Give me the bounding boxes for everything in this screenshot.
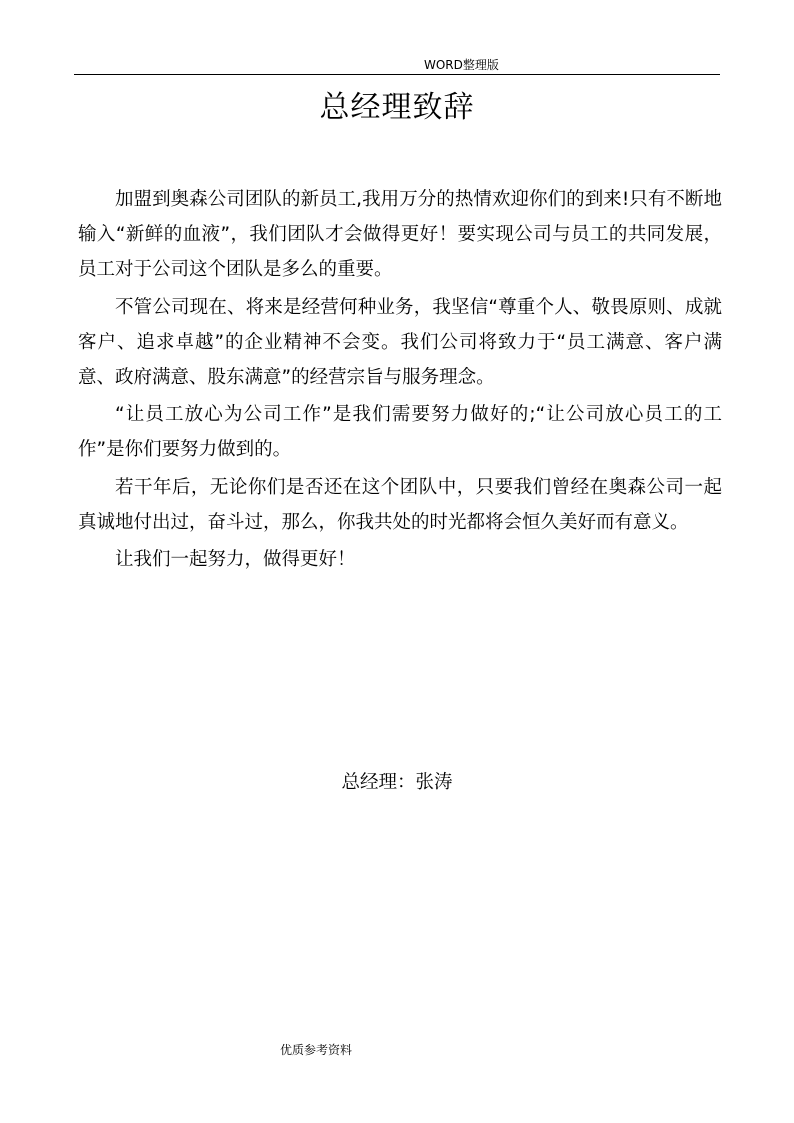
signature-line: 总经理：张涛 xyxy=(341,772,453,793)
body-paragraph-trust: “让员工放心为公司工作”是我们需要努力做好的;“让公司放心员工的工作”是你们要努力做到的。 xyxy=(78,404,722,461)
body-paragraph-spirit: 不管公司现在、将来是经营何种业务，我坚信“尊重个人、敬畏原则、成就客户、追求卓越”的企业精神不会变。我们公司将致力于“员工满意、客户满意、政府满意、股东满意”的经营宗旨与服务理念。 xyxy=(78,296,722,389)
document-title: 总经理致辞 xyxy=(319,90,475,125)
document-body xyxy=(78,182,722,579)
header-divider xyxy=(74,74,720,75)
page-footer-text: 优质参考资料 xyxy=(280,1043,353,1057)
body-paragraph-welcome: 加盟到奥森公司团队的新员工,我用万分的热情欢迎你们的到来!只有不断地输入“新鲜的血液”，我们团队才会做得更好！要实现公司与员工的共同发展，员工对于公司这个团队是多么的重要。 xyxy=(78,189,722,281)
body-paragraph-future: 若干年后，无论你们是否还在这个团队中，只要我们曾经在奥森公司一起真诚地付出过，奋斗过，那么，你我共处的时光都将会恒久美好而有意义。 xyxy=(78,476,722,533)
page-header-text: WORD整理版 xyxy=(424,58,499,72)
body-paragraph-closing: 让我们一起努力，做得更好！ xyxy=(115,549,356,571)
